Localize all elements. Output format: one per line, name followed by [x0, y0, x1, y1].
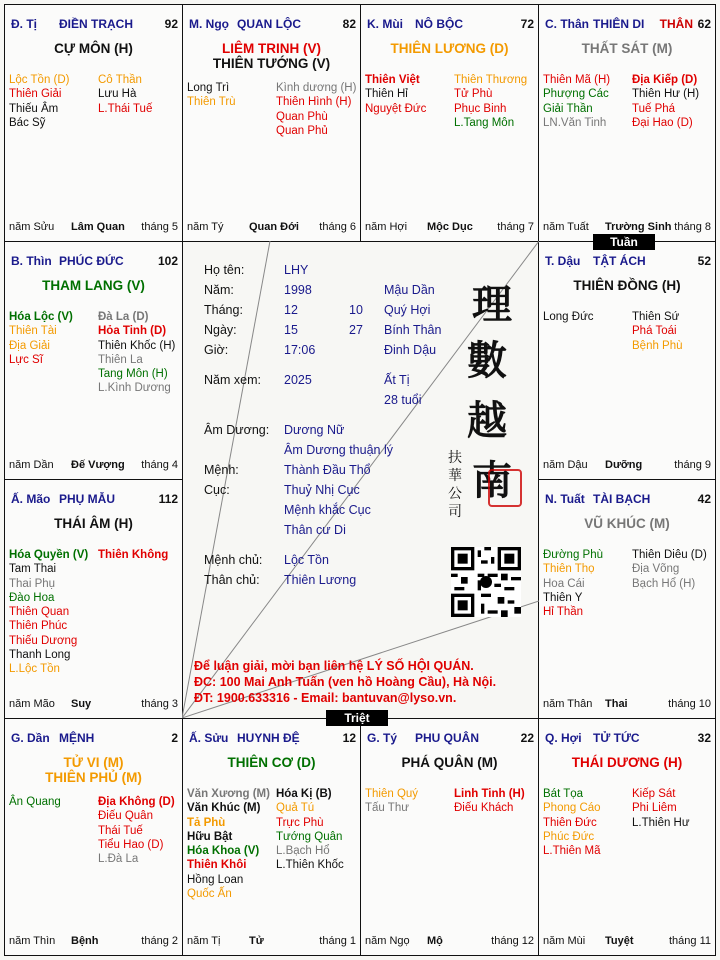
star-name: Tướng Quân [276, 830, 343, 843]
minor-stars-left [9, 548, 88, 677]
main-star: THIÊN TƯỚNG (V) [212, 56, 331, 71]
palace-number: 42 [697, 492, 711, 506]
minor-stars-right [454, 787, 525, 816]
logo-char-2: 數 [467, 337, 507, 384]
star-name: Thiên Trù [187, 96, 236, 109]
nam-label: Năm: [204, 283, 234, 297]
palace-footer [187, 935, 356, 949]
star-name: Phong Cáo [543, 802, 601, 815]
star-name: Hóa Quyền (V) [9, 549, 89, 561]
star-name: L.Đà La [98, 853, 139, 866]
star-name: L.Bạch Hổ [276, 845, 330, 858]
minor-stars-left [365, 787, 418, 816]
palace-footer [9, 221, 178, 235]
trang-sinh-stage: Bệnh [71, 935, 99, 947]
dai-han-year: năm Tuất [543, 221, 589, 233]
minor-stars-right [98, 310, 175, 396]
tuoi-value: 28 tuổi [384, 393, 422, 407]
minor-stars-right [98, 795, 175, 866]
palace-name: PHÚC ĐỨC [59, 254, 124, 268]
palace-name: TỬ TỨC [593, 731, 640, 745]
palace-branch: Đ. Tị [11, 17, 37, 31]
star-name: Thiên Thương [454, 74, 528, 86]
main-star: THIÊN LƯƠNG (D) [390, 41, 509, 56]
star-name: Tử Phù [454, 88, 493, 101]
luu-month: tháng 8 [674, 221, 711, 233]
minor-stars-left [9, 795, 61, 809]
star-name: Thiên Hỉ [365, 88, 408, 101]
palace-number: 22 [520, 731, 534, 745]
gio-label: Giờ: [204, 343, 229, 357]
star-name: Long Đức [543, 311, 594, 323]
star-name: Văn Xương (M) [187, 788, 270, 800]
palace-name: PHỤ MẪU [59, 492, 115, 506]
palace-footer [9, 935, 178, 949]
minor-stars-left [365, 73, 426, 116]
star-name: Thiên Giải [9, 88, 62, 101]
than-chu-value: Thiên Lương [284, 573, 357, 587]
star-name: Thiên Việt [365, 74, 420, 86]
palace-ty[interactable] [360, 718, 539, 956]
star-name: Thanh Long [9, 649, 71, 662]
logo-side-4: 司 [448, 504, 462, 520]
palace-number: 72 [520, 17, 534, 31]
star-name: Phượng Các [543, 88, 609, 101]
palace-name: ĐIỀN TRẠCH [59, 17, 133, 31]
nam-can-chi: Mậu Dần [384, 283, 435, 297]
dai-han-year: năm Tị [187, 935, 221, 947]
triet-marker: Triệt [326, 710, 388, 726]
luu-month: tháng 11 [668, 935, 711, 947]
palace-mao[interactable] [4, 479, 183, 719]
palace-branch: B. Thìn [11, 254, 52, 268]
palace-number: 2 [171, 731, 178, 745]
palace-footer [543, 221, 711, 235]
menh-value: Thành Đầu Thổ [284, 463, 371, 477]
dai-han-year: năm Tý [187, 221, 224, 233]
luu-month: tháng 6 [319, 221, 356, 233]
star-name: Thiên Thọ [543, 563, 595, 576]
palace-number: 62 [697, 17, 711, 31]
nam-xem-can-chi: Ất Tị [384, 373, 410, 387]
palace-header [543, 17, 711, 33]
trang-sinh-stage: Tử [249, 935, 264, 947]
star-name: Quốc Ấn [187, 888, 232, 901]
dai-han-year: năm Hợi [365, 221, 408, 233]
star-name: Thiên Phúc [9, 620, 68, 633]
palace-dan[interactable] [4, 718, 183, 956]
palace-header [365, 17, 534, 33]
palace-footer [365, 221, 534, 235]
star-name: Phục Binh [454, 102, 507, 115]
palace-header [187, 17, 356, 33]
logo-char-1: 理 [472, 281, 512, 328]
star-name: Bác Sỹ [9, 116, 46, 129]
contact-phone-email[interactable]: ĐT: 1900.633316 - Email: bantuvan@lyso.vn. [194, 691, 457, 705]
star-name: Thiên Quý [365, 788, 419, 800]
star-name: Hữu Bật [187, 830, 233, 843]
contact-address: ĐC: 100 Mai Anh Tuấn (ven hồ Hoàng Cầu), Hà Nội. [194, 675, 497, 689]
luu-month: tháng 3 [141, 698, 178, 710]
palace-branch: G. Dần [11, 731, 50, 745]
palace-footer [9, 459, 178, 473]
luu-month: tháng 9 [674, 459, 711, 471]
nam-xem-label: Năm xem: [204, 373, 261, 387]
palace-ti[interactable] [4, 4, 183, 242]
star-name: Thiên Tài [9, 325, 57, 338]
palace-branch: G. Tý [367, 731, 398, 745]
star-name: Quan Phủ [276, 124, 328, 137]
than-cu: Thân cư Di [284, 523, 346, 537]
star-name: Thiên Khốc (H) [98, 339, 176, 352]
luu-month: tháng 12 [491, 935, 534, 947]
palace-header [543, 731, 711, 747]
main-star: VŨ KHÚC (M) [584, 516, 670, 531]
logo-side-3: 公 [448, 486, 462, 502]
nam-value: 1998 [284, 283, 312, 297]
dai-han-year: năm Mùi [543, 935, 586, 947]
star-name: Thiên Hư (H) [632, 88, 700, 101]
star-name: Thiếu Dương [9, 634, 78, 647]
minor-stars-left [187, 81, 236, 110]
palace-branch: Ấ. Mão [11, 492, 51, 506]
minor-stars-left [9, 310, 73, 367]
star-name: Linh Tinh (H) [454, 788, 525, 800]
star-name: Đà La (D) [98, 311, 149, 323]
main-star: TỬ VI (M) [63, 755, 124, 770]
star-name: Lưu Hà [98, 88, 137, 101]
palace-header [187, 731, 356, 747]
star-name: Phúc Đức [543, 830, 595, 843]
minor-stars-right [98, 548, 168, 562]
star-name: Thái Tuế [98, 824, 143, 837]
star-name: Ân Quang [9, 796, 61, 808]
trang-sinh-stage: Dưỡng [605, 459, 643, 471]
minor-stars-right [98, 73, 152, 116]
minor-stars-left [187, 787, 270, 901]
star-name: Hóa Kị (B) [276, 788, 332, 800]
palace-header [9, 492, 178, 508]
luu-month: tháng 7 [497, 221, 534, 233]
ngay-label: Ngày: [204, 323, 237, 337]
star-name: Phá Toái [632, 325, 677, 338]
star-name: Đường Phù [543, 549, 603, 561]
main-star: THẤT SÁT (M) [581, 41, 673, 56]
qr-code[interactable] [451, 547, 521, 617]
star-name: Bát Tọa [543, 788, 584, 800]
star-name: Thiên Sứ [632, 311, 680, 323]
than-chu-label: Thân chủ: [204, 573, 260, 587]
palace-branch: Q. Hợi [545, 731, 582, 745]
seal-stamp [488, 469, 522, 507]
star-name: Điếu Khách [454, 802, 514, 815]
star-name: Lực Sĩ [9, 353, 43, 366]
star-name: Thiên La [98, 353, 143, 366]
star-name: Nguyệt Đức [365, 102, 427, 115]
contact-line-1: Để luận giải, mời bạn liên hệ LÝ SỐ HỘI QUÁN. [194, 659, 474, 673]
minor-stars-right [632, 787, 690, 830]
trang-sinh-stage: Trường Sinh [605, 221, 672, 233]
than-marker: THÂN [659, 17, 693, 31]
star-name: Tam Thai [9, 563, 57, 576]
main-star: THÁI ÂM (H) [54, 516, 133, 531]
logo-side-1: 扶 [448, 450, 462, 466]
gio-value: 17:06 [284, 343, 316, 357]
star-name: Giải Thần [543, 102, 593, 115]
trang-sinh-stage: Mộc Dục [427, 221, 473, 233]
star-name: Long Trì [187, 82, 230, 94]
star-name: Thai Phụ [9, 577, 56, 590]
trang-sinh-stage: Thai [605, 698, 628, 710]
star-name: Hỏa Tinh (D) [98, 325, 167, 338]
palace-number: 82 [342, 17, 356, 31]
thang-can-chi: Quý Hợi [384, 303, 431, 317]
palace-footer [9, 698, 178, 712]
star-name: L.Lộc Tồn [9, 663, 60, 676]
dai-han-year: năm Thìn [9, 935, 56, 947]
star-name: LN.Văn Tinh [543, 116, 607, 129]
star-name: Hóa Khoa (V) [187, 845, 260, 858]
center-info-panel [182, 241, 539, 718]
palace-name: TÀI BẠCH [593, 492, 651, 506]
palace-mui[interactable] [360, 4, 539, 242]
star-name: Tả Phù [187, 816, 226, 829]
palace-footer [187, 221, 356, 235]
menh-chu-value: Lộc Tồn [284, 553, 329, 567]
trang-sinh-stage: Mộ [427, 935, 443, 947]
dai-han-year: năm Sửu [9, 221, 55, 233]
luu-month: tháng 5 [141, 221, 178, 233]
star-name: Địa Kiếp (D) [632, 74, 698, 86]
star-name: Tang Môn (H) [98, 368, 168, 381]
dai-han-year: năm Mão [9, 698, 55, 710]
star-name: Bạch Hổ (H) [632, 577, 696, 590]
palace-number: 92 [164, 17, 178, 31]
trang-sinh-stage: Đế Vượng [71, 459, 125, 471]
star-name: Kình dương (H) [276, 82, 357, 94]
thang-label: Tháng: [204, 303, 243, 317]
star-name: Hồng Loan [187, 873, 244, 886]
minor-stars-left [9, 73, 70, 130]
ngay-value: 15 [284, 323, 298, 337]
trang-sinh-stage: Tuyệt [605, 935, 634, 947]
star-name: Lộc Tồn (D) [9, 74, 70, 86]
palace-ngo[interactable] [182, 4, 361, 242]
palace-branch: T. Dậu [545, 254, 581, 268]
cuc-relation: Mệnh khắc Cục [284, 503, 371, 517]
star-name: Đào Hoa [9, 591, 55, 604]
cuc-label: Cục: [204, 483, 230, 497]
luu-month: tháng 10 [668, 698, 711, 710]
palace-name: MỆNH [59, 731, 95, 745]
star-name: Phi Liêm [632, 802, 677, 815]
star-name: Tấu Thư [365, 802, 409, 815]
star-name: Thiên Quan [9, 606, 70, 619]
star-name: L.Thái Tuế [98, 102, 153, 115]
am-duong-ly: Âm Dương thuận lý [284, 443, 393, 457]
palace-footer [543, 459, 711, 473]
palace-name: TẬT ÁCH [593, 254, 646, 268]
gio-can-chi: Đinh Dậu [384, 343, 437, 357]
star-name: Quan Phù [276, 110, 328, 123]
star-name: Quả Tú [276, 802, 315, 815]
main-star: THÁI DƯƠNG (H) [571, 755, 683, 770]
nam-xem-value: 2025 [284, 373, 312, 387]
am-duong-value: Dương Nữ [284, 423, 345, 437]
palace-footer [543, 935, 711, 949]
thang-value: 12 [284, 303, 298, 317]
logo-char-3: 越 [467, 397, 507, 444]
star-name: Thiên Mã (H) [543, 74, 611, 86]
minor-stars-left [543, 73, 610, 130]
ngay-am-lich: 27 [349, 323, 363, 337]
palace-footer [365, 935, 534, 949]
dai-han-year: năm Thân [543, 698, 593, 710]
star-name: Kiếp Sát [632, 788, 676, 800]
palace-header [365, 731, 534, 747]
star-name: L.Thiên Khốc [276, 859, 344, 872]
star-name: Thiên Diêu (D) [632, 549, 707, 561]
minor-stars-left [543, 310, 594, 324]
dai-han-year: năm Dậu [543, 459, 588, 471]
minor-stars-left [543, 787, 601, 858]
thang-am-lich: 10 [349, 303, 363, 317]
star-name: Địa Không (D) [98, 796, 175, 808]
star-name: Bệnh Phù [632, 339, 683, 352]
palace-name: QUAN LỘC [237, 17, 301, 31]
main-star: PHÁ QUÂN (M) [401, 755, 498, 770]
palace-branch: K. Mùi [367, 17, 403, 31]
palace-thin[interactable] [4, 241, 183, 480]
minor-stars-right [276, 81, 356, 138]
star-name: L.Thiên Mã [543, 845, 601, 858]
star-name: Thiếu Âm [9, 102, 59, 115]
palace-number: 52 [697, 254, 711, 268]
star-name: Địa Võng [632, 563, 680, 576]
luu-month: tháng 4 [141, 459, 178, 471]
palace-branch: N. Tuất [545, 492, 585, 506]
star-name: Thiên Y [543, 591, 583, 604]
palace-header [543, 254, 711, 270]
minor-stars-right [632, 73, 699, 130]
luu-month: tháng 2 [141, 935, 178, 947]
tuan-marker: Tuần [593, 234, 655, 250]
palace-name: THIÊN DI [593, 17, 645, 31]
star-name: Tuế Phá [632, 102, 676, 115]
ngay-can-chi: Bính Thân [384, 323, 442, 337]
minor-stars-right [632, 310, 683, 353]
palace-tuat[interactable] [538, 479, 716, 719]
star-name: Thiên Hình (H) [276, 96, 352, 109]
star-name: Điếu Quân [98, 810, 153, 823]
star-name: Cô Thần [98, 74, 142, 86]
star-name: L.Kình Dương [98, 382, 171, 395]
palace-branch: Ấ. Sửu [189, 731, 229, 745]
palace-number: 12 [342, 731, 356, 745]
star-name: Trực Phù [276, 816, 324, 829]
palace-name: NÔ BỘC [415, 17, 463, 31]
star-name: Thiên Khôi [187, 859, 247, 872]
star-name: Hỉ Thần [543, 606, 584, 619]
cuc-value: Thuỷ Nhị Cục [284, 483, 360, 497]
palace-branch: C. Thân [545, 17, 589, 31]
palace-branch: M. Ngọ [189, 17, 229, 31]
main-star: THIÊN PHỦ (M) [45, 770, 142, 785]
menh-chu-label: Mệnh chủ: [204, 553, 263, 567]
dai-han-year: năm Dần [9, 459, 54, 471]
star-name: Hóa Lộc (V) [9, 311, 73, 323]
palace-number: 32 [697, 731, 711, 745]
star-name: L.Tang Môn [454, 116, 515, 129]
palace-footer [543, 698, 711, 712]
star-name: Địa Giải [9, 339, 50, 352]
trang-sinh-stage: Quan Đới [249, 221, 299, 233]
trang-sinh-stage: Suy [71, 698, 92, 710]
main-star: THIÊN CƠ (D) [227, 755, 316, 770]
star-name: Thiên Đức [543, 816, 597, 829]
minor-stars-right [454, 73, 527, 130]
palace-header [543, 492, 711, 508]
palace-name: HUYNH ĐỆ [237, 731, 300, 745]
main-star: THAM LANG (V) [42, 278, 145, 293]
palace-hoi[interactable] [538, 718, 716, 956]
palace-header [9, 731, 178, 747]
star-name: Tiểu Hao (D) [98, 838, 164, 851]
menh-label: Mệnh: [204, 463, 239, 477]
logo-side-2: 華 [448, 468, 462, 484]
dai-han-year: năm Ngọ [365, 935, 410, 947]
star-name: Đại Hao (D) [632, 116, 693, 129]
palace-suu[interactable] [182, 718, 361, 956]
main-star: LIÊM TRINH (V) [222, 41, 321, 56]
minor-stars-left [543, 548, 603, 619]
star-name: Văn Khúc (M) [187, 802, 261, 815]
palace-header [9, 17, 178, 33]
am-duong-label: Âm Dương: [204, 423, 270, 437]
star-name: Hoa Cái [543, 577, 585, 590]
logo-char-4: 南 [472, 457, 512, 504]
ho-ten-label: Họ tên: [204, 263, 245, 277]
minor-stars-right [276, 787, 344, 873]
star-name: Thiên Không [98, 549, 169, 561]
palace-name: PHU QUÂN [415, 731, 480, 745]
palace-number: 102 [157, 254, 178, 268]
palace-number: 112 [158, 492, 178, 506]
trang-sinh-stage: Lâm Quan [71, 221, 125, 233]
main-star: CỰ MÔN (H) [54, 41, 133, 56]
palace-dau[interactable] [538, 241, 716, 480]
minor-stars-right [632, 548, 707, 591]
main-star: THIÊN ĐỒNG (H) [573, 278, 681, 293]
luu-month: tháng 1 [319, 935, 356, 947]
palace-than[interactable] [538, 4, 716, 242]
star-name: L.Thiên Hư [632, 816, 690, 829]
ho-ten-value: LHY [284, 263, 309, 277]
palace-header [9, 254, 178, 270]
